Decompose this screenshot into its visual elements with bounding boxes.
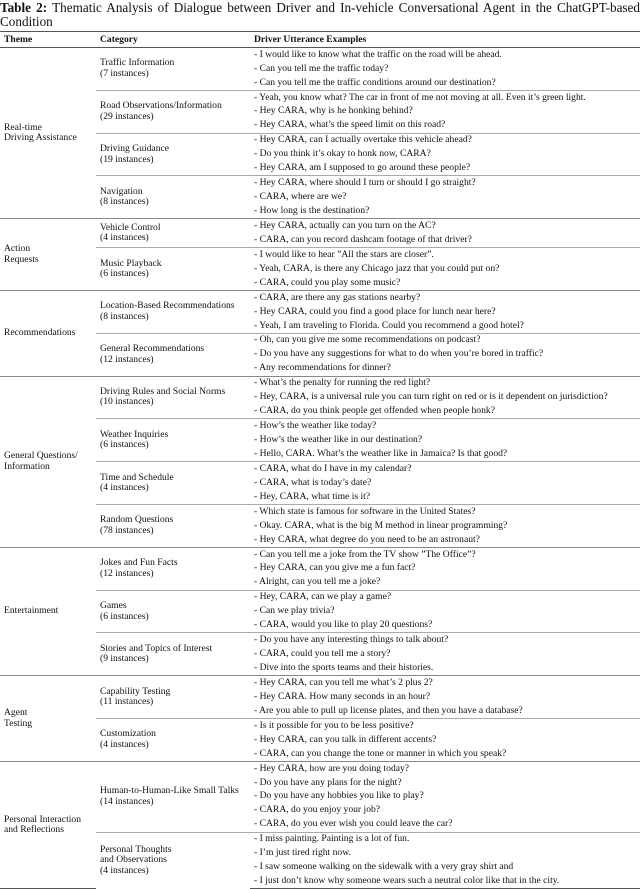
theme-name-line: Entertainment	[4, 605, 59, 617]
category-name-line: Human-to-Human-Like Small Talks	[100, 785, 239, 797]
category-name-line: Music Playback	[100, 257, 162, 269]
category-cell	[96, 248, 250, 291]
table-row	[0, 419, 640, 433]
utterance-example: - Hey CARA, how are you doing today?	[250, 761, 640, 775]
utterance-example: - Do you have any interesting things to talk about?	[250, 633, 640, 647]
theme-cell	[0, 48, 96, 219]
utterance-example: - Hello, CARA. What’s the weather like in Jamaica? Is that good?	[254, 447, 508, 459]
category-cell	[96, 290, 250, 333]
header-category: Category	[96, 32, 250, 48]
utterance-example: - Hey, CARA, can we play a game?	[250, 590, 640, 604]
utterance-example: - CARA, what do I have in my calendar?	[250, 462, 640, 476]
utterance-example: - I saw someone walking on the sidewalk with a very gray shirt and	[254, 861, 514, 873]
category-cell	[96, 633, 250, 676]
category-cell	[96, 590, 250, 633]
utterance-example: - Do you have any suggestions for what to do when you’re bored in traffic?	[254, 348, 544, 360]
table-row	[0, 590, 640, 604]
utterance-example: - CARA, are there any gas stations nearby?	[250, 290, 640, 304]
table-row	[0, 633, 640, 647]
utterance-example: - Do you have any plans for the night?	[254, 776, 402, 788]
table-row	[0, 761, 640, 775]
utterance-example: - Okay. CARA, what is the big M method in linear programming?	[254, 519, 508, 531]
category-name-line: General Recommendations	[100, 343, 205, 355]
utterance-example: - I would like to hear ”All the stars are closer”.	[250, 248, 640, 262]
utterance-example: - CARA, do you enjoy your job?	[254, 804, 381, 816]
table-row	[0, 547, 640, 561]
theme-cell	[0, 290, 96, 376]
theme-name-line: Real-time	[4, 121, 42, 133]
utterance-example: - Hey CARA, can you talk in different accents?	[254, 733, 437, 745]
utterance-example: - Hey CARA, can you give me a fun fact?	[254, 562, 416, 574]
theme-cell	[0, 219, 96, 291]
table-row	[0, 176, 640, 190]
utterance-example: - Can you tell me the traffic today?	[254, 62, 389, 74]
theme-name-line: Information	[4, 460, 50, 472]
utterance-example: - Hey CARA, can you tell me what’s 2 plus 2?	[250, 676, 640, 690]
utterance-example: - CARA, could you tell me a story?	[254, 648, 391, 660]
category-name-line: (29 instances)	[100, 110, 154, 122]
utterance-example: - Any recommendations for dinner?	[254, 362, 391, 374]
utterance-example: - Yeah, you know what? The car in front of me not moving at all. Even it’s green light.	[250, 90, 640, 104]
category-name-line: Driving Guidance	[100, 143, 170, 155]
category-cell	[96, 219, 250, 248]
caption-label: Table 2:	[0, 0, 48, 15]
utterance-example: - What’s the penalty for running the red light?	[250, 376, 640, 390]
theme-cell	[0, 547, 96, 675]
utterance-example: - CARA, could you play some music?	[254, 276, 401, 288]
utterance-example: - Yeah, I am traveling to Florida. Could you recommend a good hotel?	[254, 319, 524, 331]
category-name-line: (8 instances)	[100, 310, 149, 322]
category-name-line: Road Observations/Information	[100, 100, 222, 112]
table-row	[0, 90, 640, 104]
utterance-example: - CARA, what is today’s date?	[254, 476, 372, 488]
category-name-line: Vehicle Control	[100, 221, 161, 233]
category-name-line: (78 instances)	[100, 524, 154, 536]
utterance-example: - CARA, can you change the tone or manner in which you speak?	[254, 747, 507, 759]
utterance-example: - Can you tell me a joke from the TV show ”The Office”?	[250, 547, 640, 561]
category-name-line: Weather Inquiries	[100, 428, 169, 440]
category-name-line: Jokes and Fun Facts	[100, 557, 178, 569]
utterance-example: - Hey, CARA, is a universal rule you can turn right on red or is it dependent on jurisdiction?	[254, 391, 608, 403]
category-name-line: (11 instances)	[100, 696, 154, 708]
table-row	[0, 505, 640, 519]
table-row	[0, 48, 640, 62]
theme-cell	[0, 376, 96, 547]
utterance-example: - Hey CARA, what degree do you need to be an astronaut?	[254, 533, 480, 545]
category-name-line: (19 instances)	[100, 153, 154, 165]
theme-name-line: Agent	[4, 707, 28, 719]
theme-name-line: Driving Assistance	[4, 132, 77, 144]
table-row	[0, 719, 640, 733]
utterance-example: - Yeah, CARA, is there any Chicago jazz that you could put on?	[254, 262, 500, 274]
theme-name-line: Testing	[4, 717, 33, 729]
table-row	[0, 248, 640, 262]
category-name-line: Driving Rules and Social Norms	[100, 385, 226, 397]
utterance-example: - CARA, do you ever wish you could leave the car?	[254, 818, 453, 830]
utterance-example: - Hey CARA, can I actually overtake this vehicle ahead?	[250, 133, 640, 147]
theme-name-line: Personal Interaction	[4, 813, 81, 825]
category-name-line: Capability Testing	[100, 685, 171, 697]
category-cell	[96, 676, 250, 719]
header-utterances: Driver Utterance Examples	[250, 32, 640, 48]
utterance-example: - I’m just tired right now.	[254, 847, 351, 859]
category-name-line: (10 instances)	[100, 396, 154, 408]
category-name-line: (4 instances)	[100, 232, 149, 244]
utterance-example: - Hey CARA, what’s the speed limit on this road?	[254, 119, 446, 131]
category-cell	[96, 176, 250, 219]
table-row	[0, 676, 640, 690]
table-row	[0, 832, 640, 846]
category-name-line: (4 instances)	[100, 738, 149, 750]
category-cell	[96, 761, 250, 832]
utterance-example: - CARA, do you think people get offended when people honk?	[254, 405, 495, 417]
utterance-example: - Hey CARA, why is he honking behind?	[254, 105, 413, 117]
utterance-example: - Hey CARA, actually can you turn on the AC?	[250, 219, 640, 233]
utterance-example: - Hey CARA, am I supposed to go around these people?	[254, 162, 471, 174]
utterance-example: - Alright, can you tell me a joke?	[254, 576, 381, 588]
category-name-line: (4 instances)	[100, 482, 149, 494]
theme-name-line: and Reflections	[4, 824, 64, 836]
category-name-line: Navigation	[100, 185, 143, 197]
utterance-example: - CARA, would you like to play 20 questions?	[254, 619, 433, 631]
utterance-example: - Hey, CARA, what time is it?	[254, 490, 371, 502]
utterance-example: - How’s the weather like in our destination?	[254, 434, 423, 446]
theme-name-line: Requests	[4, 253, 39, 265]
table-row	[0, 290, 640, 304]
utterance-example: - Oh, can you give me some recommendations on podcast?	[250, 333, 640, 347]
utterance-example: - Are you able to pull up license plates, and then you have a database?	[254, 704, 523, 716]
utterance-example: - Do you think it’s okay to honk now, CARA?	[254, 148, 431, 160]
category-cell	[96, 462, 250, 505]
utterance-example: - Hey CARA, where should I turn or should I go straight?	[250, 176, 640, 190]
category-name-line: Location-Based Recommendations	[100, 300, 235, 312]
category-name-line: (14 instances)	[100, 795, 154, 807]
category-name-line: (8 instances)	[100, 196, 149, 208]
category-cell	[96, 48, 250, 91]
category-name-line: (6 instances)	[100, 610, 149, 622]
theme-name-line: General Questions/	[4, 450, 78, 462]
utterance-example: - I just don’t know why someone wears such a neutral color like that in the city.	[250, 874, 640, 888]
utterance-example: - How’s the weather like today?	[250, 419, 640, 433]
utterance-example: - Can we play trivia?	[254, 605, 335, 617]
header-theme: Theme	[0, 32, 96, 48]
table-row	[0, 219, 640, 233]
utterance-example: - I miss painting. Painting is a lot of fun.	[250, 832, 640, 846]
category-cell	[96, 719, 250, 762]
category-name-line: (6 instances)	[100, 268, 149, 280]
utterance-example: - Hey CARA, could you find a good place for lunch near here?	[254, 305, 496, 317]
utterance-example: - CARA, can you record dashcam footage of that driver?	[254, 233, 472, 245]
category-name-line: (9 instances)	[100, 653, 149, 665]
category-cell	[96, 419, 250, 462]
category-name-line: Personal Thoughts	[100, 843, 172, 855]
utterance-example: - Dive into the sports teams and their histories.	[254, 662, 434, 674]
utterance-example: - Is it possible for you to be less positive?	[250, 719, 640, 733]
category-name-line: and Observations	[100, 854, 167, 866]
utterance-example: - CARA, where are we?	[254, 191, 347, 203]
table-row	[0, 462, 640, 476]
category-cell	[96, 376, 250, 419]
category-name-line: Time and Schedule	[100, 471, 174, 483]
table-caption	[0, 1, 640, 29]
category-name-line: (4 instances)	[100, 864, 149, 876]
theme-cell	[0, 761, 96, 888]
theme-name-line: Recommendations	[4, 327, 76, 338]
category-cell	[96, 333, 250, 376]
utterance-example: - I would like to know what the traffic on the road will be ahead.	[254, 48, 502, 60]
utterance-example: - Hey CARA. How many seconds in an hour?	[254, 690, 431, 702]
category-name-line: (12 instances)	[100, 353, 154, 365]
utterance-example: - Can you tell me the traffic conditions around our destination?	[254, 76, 496, 88]
header-row	[0, 32, 640, 48]
category-cell	[96, 90, 250, 133]
category-name-line: Customization	[100, 728, 156, 740]
category-cell	[96, 133, 250, 176]
theme-name-line: Action	[4, 243, 31, 255]
category-name-line: (6 instances)	[100, 439, 149, 451]
table-row	[0, 133, 640, 147]
category-cell	[96, 505, 250, 548]
utterance-example: - Which state is famous for software in the United States?	[250, 505, 640, 519]
category-name-line: Random Questions	[100, 514, 174, 526]
category-name-line: (7 instances)	[100, 67, 149, 79]
utterance-example: - How long is the destination?	[254, 205, 370, 217]
category-cell	[96, 832, 250, 889]
thematic-analysis-table	[0, 31, 640, 889]
table-row	[0, 333, 640, 347]
table-row	[0, 376, 640, 390]
category-name-line: Games	[100, 600, 127, 612]
category-name-line: Stories and Topics of Interest	[100, 642, 213, 654]
theme-cell	[0, 676, 96, 762]
caption-text: Thematic Analysis of Dialogue between Driver and In-vehicle Conversational Agent in the ChatGPT-based Condition	[0, 0, 640, 29]
utterance-example: - Do you have any hobbies you like to play?	[254, 790, 424, 802]
category-name-line: (12 instances)	[100, 567, 154, 579]
category-cell	[96, 547, 250, 590]
category-name-line: Traffic Information	[100, 57, 175, 69]
